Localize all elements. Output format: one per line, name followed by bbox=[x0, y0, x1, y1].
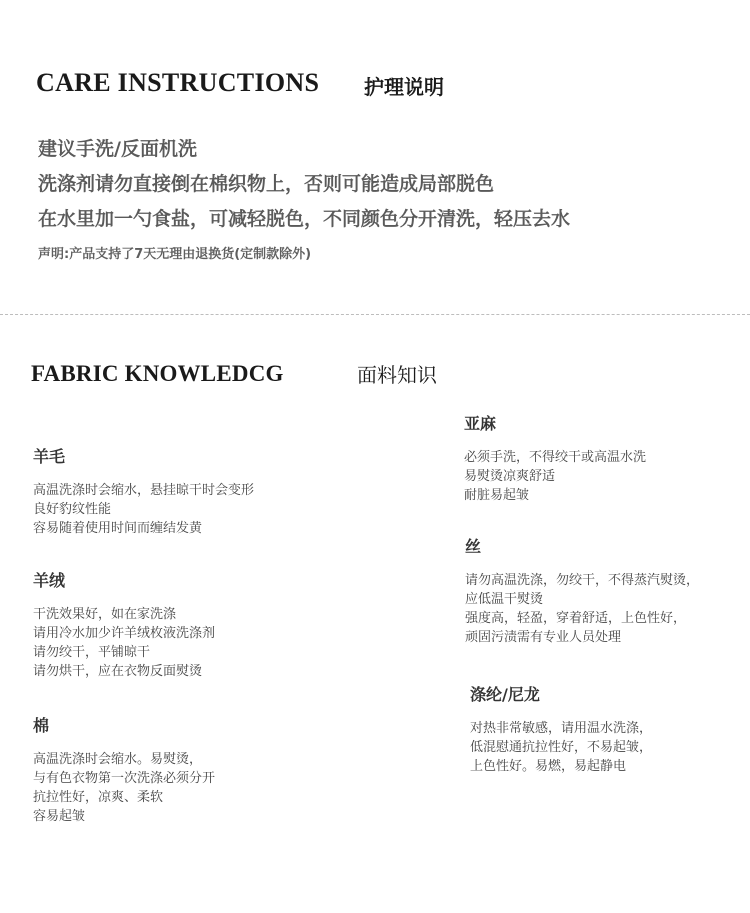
fabric-line: 与有色衣物第一次洗涤必须分开 bbox=[33, 771, 216, 786]
fabric-name: 羊毛 bbox=[33, 447, 66, 466]
fabric-line: 良好豹纹性能 bbox=[33, 502, 112, 517]
fabric-line: 容易随着使用时间而缠结发黄 bbox=[33, 521, 203, 536]
fabric-name: 丝 bbox=[465, 537, 482, 556]
fabric-line: 请勿高温洗涤，勿绞干，不得蒸汽熨烫， bbox=[465, 573, 700, 588]
fabric-line: 必须手洗，不得绞干或高温水洗 bbox=[464, 450, 647, 465]
care-title-chinese: 护理说明 bbox=[364, 75, 444, 99]
fabric-line: 干洗效果好，如在家洗涤 bbox=[33, 607, 177, 622]
fabric-line: 强度高，轻盈，穿着舒适，上色性好， bbox=[465, 611, 687, 626]
fabric-line: 请勿烘干，应在衣物反面熨烫 bbox=[33, 664, 203, 679]
fabric-line: 低混慰通抗拉性好，不易起皱， bbox=[470, 740, 653, 755]
fabric-name: 涤纶/尼龙 bbox=[470, 685, 540, 704]
fabric-line: 高温洗涤时会缩水，悬挂晾干时会变形 bbox=[33, 483, 255, 498]
fabric-silk bbox=[465, 534, 699, 647]
fabric-wool bbox=[33, 444, 254, 538]
care-line: 在水里加一勺食盐，可减轻脱色，不同颜色分开清洗，轻压去水 bbox=[38, 208, 571, 230]
fabric-title-chinese: 面料知识 bbox=[357, 363, 437, 387]
fabric-linen bbox=[464, 411, 646, 505]
section-divider bbox=[0, 314, 750, 315]
fabric-name: 亚麻 bbox=[464, 414, 497, 433]
fabric-line: 请勿绞干，平铺晾干 bbox=[33, 645, 151, 660]
care-line: 洗涤剂请勿直接倒在棉织物上，否则可能造成局部脱色 bbox=[38, 173, 495, 195]
fabric-cashmere bbox=[33, 568, 215, 681]
fabric-polyester-nylon bbox=[470, 682, 652, 776]
fabric-line: 容易起皱 bbox=[33, 809, 86, 824]
fabric-line: 上色性好。易燃，易起静电 bbox=[470, 759, 627, 774]
fabric-title: FABRIC KNOWLEDCG bbox=[31, 361, 284, 386]
fabric-line: 耐脏易起皱 bbox=[464, 488, 530, 503]
fabric-line: 顽固污渍需有专业人员处理 bbox=[465, 630, 622, 645]
fabric-line: 抗拉性好，凉爽、柔软 bbox=[33, 790, 164, 805]
fabric-line: 高温洗涤时会缩水。易熨烫， bbox=[33, 752, 203, 767]
fabric-cotton bbox=[33, 713, 215, 826]
care-title: CARE INSTRUCTIONS bbox=[36, 68, 320, 97]
fabric-line: 对热非常敏感，请用温水洗涤， bbox=[470, 721, 653, 736]
fabric-name: 羊绒 bbox=[33, 571, 66, 590]
care-line: 建议手洗/反面机洗 bbox=[38, 138, 197, 160]
fabric-line: 请用冷水加少许羊绒枚液洗涤剂 bbox=[33, 626, 216, 641]
care-instructions-list bbox=[38, 132, 570, 237]
fabric-line: 应低温干熨烫 bbox=[465, 592, 544, 607]
fabric-line: 易熨烫凉爽舒适 bbox=[464, 469, 556, 484]
fabric-name: 棉 bbox=[33, 716, 50, 735]
return-policy-note: 声明:产品支持了7天无理由退换货(定制款除外) bbox=[38, 247, 312, 262]
